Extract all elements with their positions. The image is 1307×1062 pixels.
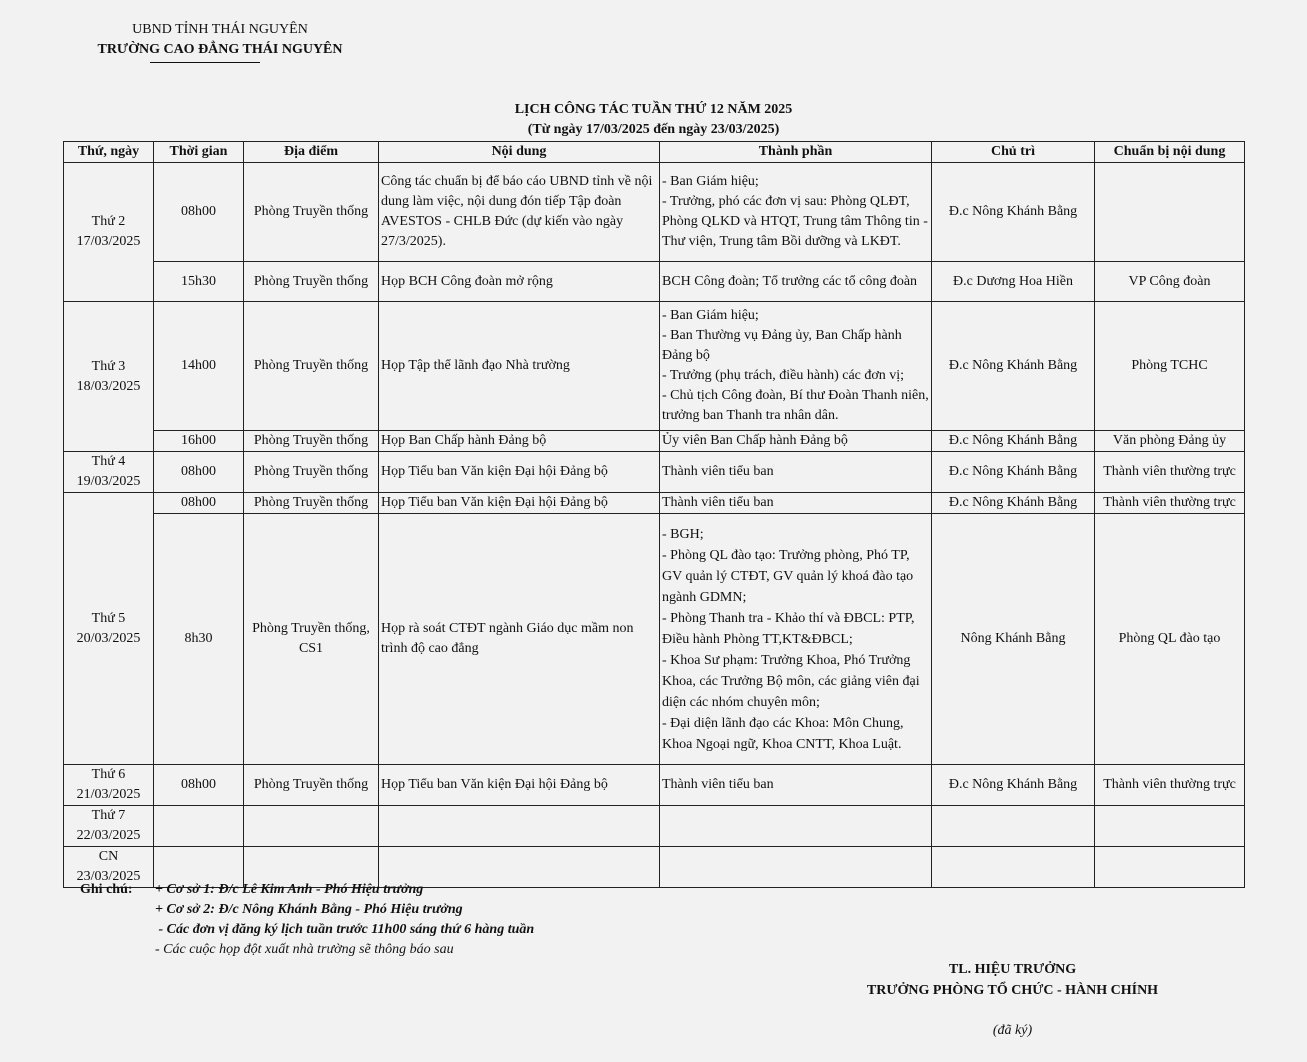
chair-cell: Đ.c Dương Hoa Hiền: [932, 262, 1095, 302]
day-date: 23/03/2025: [76, 869, 141, 884]
content-cell: Công tác chuẩn bị để báo cáo UBND tỉnh về nội dung làm việc, nội dung đón tiếp Tập đoàn AVESTOS - CHLB Đức (dự kiến vào ngày 27/3/2025).: [379, 163, 660, 262]
table-row: [64, 493, 1245, 514]
note-line: - Các cuộc họp đột xuất nhà trường sẽ thông báo sau: [155, 942, 454, 957]
chair-cell: Đ.c Nông Khánh Bằng: [932, 431, 1095, 452]
signature-title: TL. HIỆU TRƯỞNG: [948, 962, 1077, 977]
participant-line: - Phòng Thanh tra - Khảo thí và ĐBCL: PTP, Điều hành Phòng TT,KT&ĐBCL;: [662, 610, 915, 647]
day-date: 17/03/2025: [76, 234, 141, 249]
note-line: + Cơ sở 1: Đ/c Lê Kim Anh - Phó Hiệu trưởng: [155, 882, 424, 897]
table-row: [64, 765, 1245, 806]
participant-line: Ủy viên Ban Chấp hành Đảng bộ: [662, 433, 848, 448]
participant-line: Thành viên tiểu ban: [662, 464, 774, 479]
place-cell: Phòng Truyền thống: [244, 765, 379, 806]
chair-cell: Đ.c Nông Khánh Bằng: [932, 493, 1095, 514]
table-row: [64, 431, 1245, 452]
day-label: Thứ 6: [91, 767, 126, 782]
content-cell: Họp Tập thể lãnh đạo Nhà trường: [379, 302, 660, 431]
note-line: - Các đơn vị đăng ký lịch tuần trước 11h00 sáng thứ 6 hàng tuần: [155, 922, 535, 937]
prep-cell: [1095, 847, 1245, 888]
day-label: Thứ 5: [91, 610, 126, 626]
time-cell: 08h00: [154, 452, 244, 493]
content-cell: [379, 806, 660, 847]
time-cell: 08h00: [154, 163, 244, 262]
chair-cell: Đ.c Nông Khánh Bằng: [932, 452, 1095, 493]
participants-cell: [660, 806, 932, 847]
time-cell: 08h00: [154, 493, 244, 514]
place-cell: Phòng Truyền thống: [244, 163, 379, 262]
day-label: Thứ 7: [91, 808, 126, 823]
content-cell: Họp Tiểu ban Văn kiện Đại hội Đảng bộ: [379, 452, 660, 493]
place-cell: Phòng Truyền thống: [244, 431, 379, 452]
day-cell: [64, 163, 154, 302]
content-cell: Họp rà soát CTĐT ngành Giáo dục mầm non trình độ cao đẳng: [379, 514, 660, 765]
prep-cell: Thành viên thường trực: [1095, 765, 1245, 806]
note-line: + Cơ sở 2: Đ/c Nông Khánh Bằng - Phó Hiệu trưởng: [155, 902, 463, 917]
participants-cell: [660, 765, 932, 806]
table-row: [64, 806, 1245, 847]
day-date: 22/03/2025: [76, 828, 141, 843]
day-date: 19/03/2025: [76, 474, 141, 489]
participant-line: - Phòng QL đào tạo: Trưởng phòng, Phó TP, GV quản lý CTĐT, GV quản lý khoá đào tạo ngành GDMN;: [662, 547, 914, 605]
signature-status: (đã ký): [992, 1023, 1033, 1038]
content-cell: Họp Tiểu ban Văn kiện Đại hội Đảng bộ: [379, 493, 660, 514]
participants-cell: [660, 493, 932, 514]
table-row: [64, 302, 1245, 431]
time-cell: 14h00: [154, 302, 244, 431]
participants-cell: [660, 452, 932, 493]
day-label: Thứ 2: [91, 214, 126, 229]
participant-line: - Ban Giám hiệu;: [662, 308, 759, 323]
signature-position: TRƯỞNG PHÒNG TỔ CHỨC - HÀNH CHÍNH: [866, 983, 1159, 998]
page-subtitle: (Từ ngày 17/03/2025 đến ngày 23/03/2025): [527, 122, 780, 137]
prep-cell: Phòng QL đào tạo: [1095, 514, 1245, 765]
col-header-prep: Chuẩn bị nội dung: [1095, 142, 1245, 163]
prep-cell: VP Công đoàn: [1095, 262, 1245, 302]
table-row: [64, 514, 1245, 765]
table-row: [64, 163, 1245, 262]
org-underline: [150, 62, 260, 63]
day-date: 21/03/2025: [76, 787, 141, 802]
table-row: [64, 452, 1245, 493]
participant-line: BCH Công đoàn; Tổ trưởng các tổ công đoàn: [662, 273, 918, 289]
chair-cell: Đ.c Nông Khánh Bằng: [932, 765, 1095, 806]
chair-cell: Đ.c Nông Khánh Bằng: [932, 163, 1095, 262]
org-name: TRƯỜNG CAO ĐẲNG THÁI NGUYÊN: [97, 42, 343, 57]
participant-line: - Khoa Sư phạm: Trưởng Khoa, Phó Trưởng Khoa, các Trưởng Bộ môn, các giảng viên đại diện các nhóm chuyên môn;: [662, 652, 920, 710]
participant-line: - Ban Giám hiệu;: [662, 174, 759, 189]
content-cell: Họp Ban Chấp hành Đảng bộ: [379, 431, 660, 452]
schedule-table: [63, 141, 1245, 888]
prep-cell: [1095, 163, 1245, 262]
table-header-row: [64, 142, 1245, 163]
content-cell: Họp BCH Công đoàn mở rộng: [379, 262, 660, 302]
participants-cell: [660, 847, 932, 888]
chair-cell: Đ.c Nông Khánh Bằng: [932, 302, 1095, 431]
org-parent: UBND TỈNH THÁI NGUYÊN: [132, 22, 308, 37]
participant-line: - Chủ tịch Công đoàn, Bí thư Đoàn Thanh niên, trưởng ban Thanh tra nhân dân.: [662, 388, 929, 423]
day-cell: [64, 806, 154, 847]
place-cell: [244, 806, 379, 847]
participants-cell: [660, 262, 932, 302]
participant-line: - Ban Thường vụ Đảng ủy, Ban Chấp hành Đảng bộ: [662, 328, 902, 363]
participant-line: - Trưởng, phó các đơn vị sau: Phòng QLĐT, Phòng QLKD và HTQT, Trung tâm Thông tin - Thư viện, Trung tâm Bồi dưỡng và LKĐT.: [662, 194, 928, 249]
day-label: CN: [98, 849, 119, 864]
participant-line: Thành viên tiểu ban: [662, 495, 774, 510]
participant-line: Thành viên tiểu ban: [662, 777, 774, 792]
participants-cell: [660, 163, 932, 262]
participants-cell: [660, 514, 932, 765]
participants-cell: [660, 431, 932, 452]
prep-cell: Văn phòng Đảng ủy: [1095, 431, 1245, 452]
time-cell: 8h30: [154, 514, 244, 765]
participant-line: - Đại diện lãnh đạo các Khoa: Môn Chung, Khoa Ngoại ngữ, Khoa CNTT, Khoa Luật.: [662, 715, 904, 752]
place-cell: Phòng Truyền thống: [244, 493, 379, 514]
place-cell: Phòng Truyền thống: [244, 262, 379, 302]
day-cell: [64, 765, 154, 806]
chair-cell: [932, 847, 1095, 888]
prep-cell: Phòng TCHC: [1095, 302, 1245, 431]
time-cell: 08h00: [154, 765, 244, 806]
chair-cell: Nông Khánh Bằng: [932, 514, 1095, 765]
col-header-time: Thời gian: [154, 142, 244, 163]
place-cell: Phòng Truyền thống, CS1: [244, 514, 379, 765]
day-cell: [64, 302, 154, 452]
chair-cell: [932, 806, 1095, 847]
content-cell: Họp Tiểu ban Văn kiện Đại hội Đảng bộ: [379, 765, 660, 806]
day-label: Thứ 3: [91, 358, 126, 374]
time-cell: [154, 806, 244, 847]
col-header-content: Nội dung: [379, 142, 660, 163]
prep-cell: Thành viên thường trực: [1095, 493, 1245, 514]
prep-cell: Thành viên thường trực: [1095, 452, 1245, 493]
col-header-day: Thứ, ngày: [64, 142, 154, 163]
participants-cell: [660, 302, 932, 431]
participant-line: - Trưởng (phụ trách, điều hành) các đơn vị;: [662, 368, 905, 383]
time-cell: 16h00: [154, 431, 244, 452]
page-title: LỊCH CÔNG TÁC TUẦN THỨ 12 NĂM 2025: [514, 102, 793, 117]
day-date: 18/03/2025: [76, 378, 141, 394]
col-header-participants: Thành phần: [660, 142, 932, 163]
day-label: Thứ 4: [91, 454, 126, 469]
day-cell: [64, 493, 154, 765]
col-header-chair: Chủ trì: [932, 142, 1095, 163]
participant-line: - BGH;: [662, 526, 704, 542]
table-row: [64, 262, 1245, 302]
day-cell: [64, 452, 154, 493]
prep-cell: [1095, 806, 1245, 847]
col-header-place: Địa điểm: [244, 142, 379, 163]
time-cell: 15h30: [154, 262, 244, 302]
place-cell: Phòng Truyền thống: [244, 452, 379, 493]
notes-label: Ghi chú:: [80, 882, 133, 897]
place-cell: Phòng Truyền thống: [244, 302, 379, 431]
day-date: 20/03/2025: [76, 630, 141, 646]
